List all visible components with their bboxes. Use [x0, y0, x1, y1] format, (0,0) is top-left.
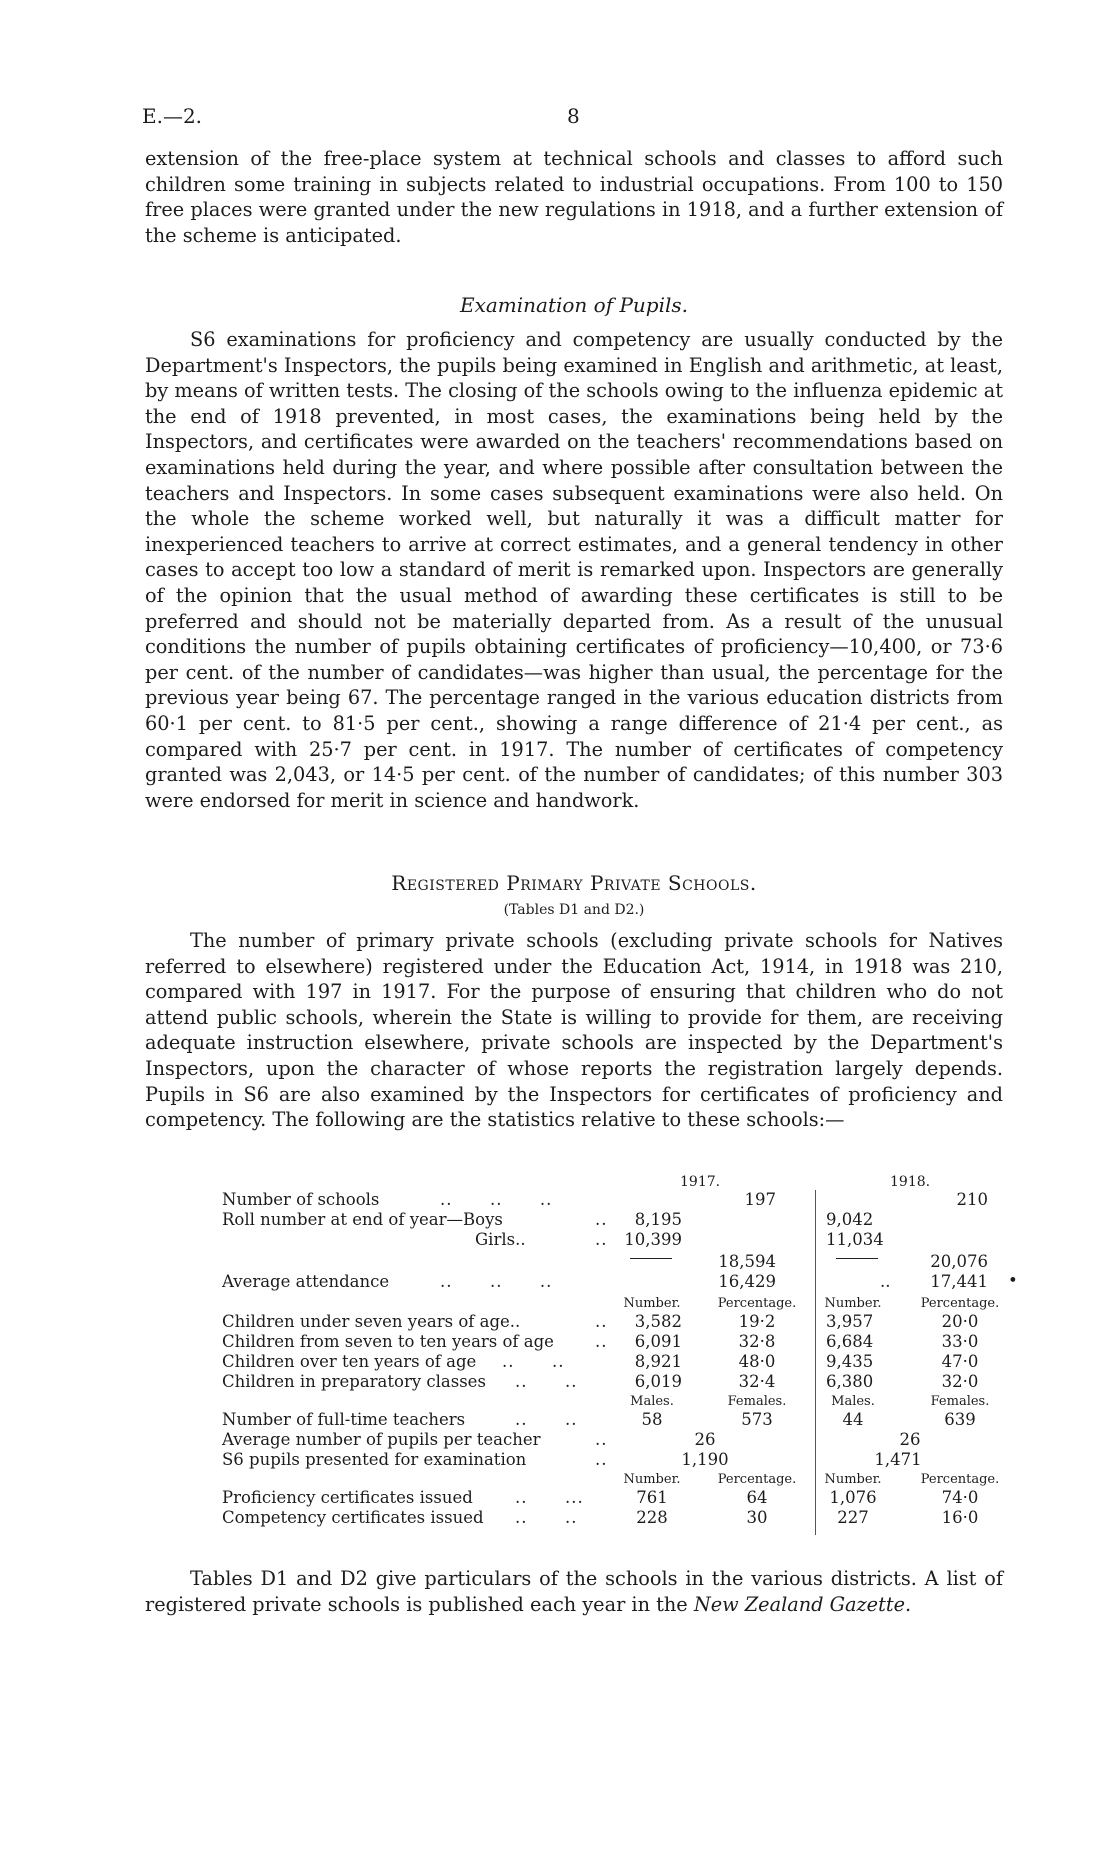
cell-schools-1917: 197 [744, 1190, 776, 1209]
section-subheading-tables: (Tables D1 and D2.) [503, 902, 645, 918]
document-code: E.—2. [142, 104, 203, 128]
row-label-preparatory: Children in preparatory classes [222, 1372, 486, 1391]
cell-seven-to-ten-number-1918: 6,684 [826, 1332, 874, 1351]
leader-dots: .. [880, 1272, 891, 1291]
tables-reference-text: Tables D1 and D2 give particulars of the schools in the various districts. A list of registered private schools is published each year in the [145, 1567, 1003, 1616]
cell-preparatory-number-1917: 6,019 [634, 1372, 682, 1391]
section-heading-private-schools: Registered Primary Private Schools. [391, 871, 757, 895]
row-label-pupils-per-teacher: Average number of pupils per teacher [222, 1430, 541, 1449]
leader-dots: .. [595, 1312, 608, 1331]
subheader-number-1917: Number. [623, 1296, 681, 1311]
cell-roll-total-1918: 20,076 [930, 1252, 988, 1271]
cell-seven-to-ten-percentage-1918: 33·0 [941, 1332, 979, 1351]
leader-dots: .. .. [515, 1508, 578, 1527]
paragraph-examination: S6 examinations for proficiency and competency are usually conducted by the Department's Inspectors, the pupils being examined in English and arithmetic, at least, by means of written tests. The closing of the schools owing to the influenza epidemic at the end of 1918 prevented, in most cases, the examinations being held by the Inspectors, and certificates were awarded on the teachers' recommendations based on examinations held during the year, and where possible after consultation between the teachers and Inspectors. In some cases subsequent examinations were also held. On the whole the scheme worked well, but naturally it was a difficult matter for inexperienced teachers to arrive at correct estimates, and a general tendency in other cases to accept too low a standard of merit is remarked upon. Inspectors are generally of the opinion that the usual method of awarding these certificates is still to be preferred and should not be materially departed from. As a result of the unusual conditions the number of pupils obtaining certificates of proficiency—10,400, or 73·6 per cent. of the number of candidates—was higher than usual, the percentage for the previous year being 67. The percentage ranged in the various education districts from 60·1 per cent. to 81·5 per cent., showing a range difference of 21·4 per cent., as compared with 25·7 per cent. in 1917. The number of certificates of competency granted was 2,043, or 14·5 per cent. of the number of candidates; of this number 303 were endorsed for merit in science and handwork. [145, 328, 1003, 812]
column-divider [815, 1190, 816, 1535]
cell-s6-presented-1917: 1,190 [681, 1450, 729, 1469]
leader-dots: .. .. .. [440, 1272, 553, 1291]
cell-proficiency-percentage-1917: 64 [746, 1488, 768, 1507]
section-heading-examination: Examination of Pupils. [459, 293, 689, 317]
cell-competency-number-1918: 227 [837, 1508, 869, 1527]
cell-proficiency-percentage-1918: 74·0 [941, 1488, 979, 1507]
cell-pupils-per-teacher-1917: 26 [694, 1430, 716, 1449]
leader-dots: .. .. [502, 1352, 565, 1371]
leader-dots: .. ... [515, 1488, 584, 1507]
row-label-proficiency: Proficiency certificates issued [222, 1488, 473, 1507]
cell-competency-percentage-1918: 16·0 [941, 1508, 979, 1527]
subheader-number-1917: Number. [623, 1472, 681, 1487]
cell-over-ten-number-1918: 9,435 [826, 1352, 874, 1371]
leader-dots: .. [595, 1230, 608, 1249]
row-label-schools: Number of schools [222, 1190, 380, 1209]
cell-proficiency-number-1917: 761 [636, 1488, 668, 1507]
cell-roll-boys-1918: 9,042 [826, 1210, 874, 1229]
leader-dots: .. [595, 1210, 608, 1229]
leader-dots: .. [595, 1450, 608, 1469]
cell-teachers-males-1917: 58 [641, 1410, 663, 1429]
paragraph-private-schools: The number of primary private schools (excluding private schools for Natives referred to elsewhere) registered under the Education Act, 1914, in 1918 was 210, compared with 197 in 1917. For the purpose of ensuring that children who do not attend public schools, wherein the State is willing to provide for them, are receiving adequate instruction elsewhere, private schools are inspected by the Department's Inspectors, upon the character of whose reports the registration largely depends. Pupils in S6 are also examined by the Inspectors for certificates of proficiency and competency. The following are the statistics relative to these schools:— [145, 929, 1003, 1132]
cell-teachers-females-1918: 639 [944, 1410, 976, 1429]
cell-roll-girls-1917: 10,399 [624, 1230, 682, 1249]
row-label-teachers: Number of full-time teachers [222, 1410, 466, 1429]
row-label-under-seven: Children under seven years of age.. [222, 1312, 521, 1331]
cell-teachers-females-1917: 573 [741, 1410, 773, 1429]
leader-dots: .. [595, 1430, 608, 1449]
subheader-percentage-1918: Percentage. [920, 1472, 1000, 1487]
year-header-1917: 1917. [680, 1174, 721, 1190]
subheader-number-1918: Number. [824, 1472, 882, 1487]
row-label-competency: Competency certificates issued [222, 1508, 484, 1527]
leader-dots: .. .. [515, 1410, 578, 1429]
subheader-females-1917: Females. [727, 1394, 787, 1409]
subheader-females-1918: Females. [930, 1394, 990, 1409]
cell-seven-to-ten-number-1917: 6,091 [634, 1332, 682, 1351]
cell-competency-number-1917: 228 [636, 1508, 668, 1527]
cell-s6-presented-1918: 1,471 [874, 1450, 922, 1469]
cell-pupils-per-teacher-1918: 26 [899, 1430, 921, 1449]
cell-competency-percentage-1917: 30 [746, 1508, 768, 1527]
cell-under-seven-percentage-1917: 19·2 [738, 1312, 776, 1331]
page-number: 8 [567, 104, 580, 128]
gazette-title: New Zealand Gazette. [693, 1592, 912, 1616]
cell-under-seven-number-1918: 3,957 [826, 1312, 874, 1331]
cell-roll-girls-1918: 11,034 [826, 1230, 884, 1249]
leader-dots: .. .. [515, 1372, 578, 1391]
row-label-roll-boys: Roll number at end of year—Boys [222, 1210, 503, 1229]
cell-attendance-1918: 17,441 [930, 1272, 988, 1291]
cell-schools-1918: 210 [956, 1190, 988, 1209]
subheader-males-1918: Males. [831, 1394, 875, 1409]
cell-roll-boys-1917: 8,195 [634, 1210, 682, 1229]
cell-preparatory-percentage-1918: 32·0 [941, 1372, 979, 1391]
leader-dots: .. [595, 1332, 608, 1351]
subheader-percentage-1917: Percentage. [717, 1472, 797, 1487]
cell-under-seven-percentage-1918: 20·0 [941, 1312, 979, 1331]
cell-over-ten-number-1917: 8,921 [634, 1352, 682, 1371]
row-label-attendance: Average attendance [222, 1272, 390, 1291]
cell-over-ten-percentage-1918: 47·0 [941, 1352, 979, 1371]
row-label-s6-presented: S6 pupils presented for examination [222, 1450, 527, 1469]
paragraph-tables-reference [145, 1566, 1003, 1617]
cell-seven-to-ten-percentage-1917: 32·8 [738, 1332, 776, 1351]
cell-preparatory-percentage-1917: 32·4 [738, 1372, 776, 1391]
row-label-roll-girls: Girls.. [475, 1230, 526, 1249]
cell-under-seven-number-1917: 3,582 [634, 1312, 682, 1331]
cell-roll-total-1917: 18,594 [718, 1252, 776, 1271]
subheader-percentage-1917: Percentage. [717, 1296, 797, 1311]
subheader-percentage-1918: Percentage. [920, 1296, 1000, 1311]
cell-teachers-males-1918: 44 [842, 1410, 864, 1429]
year-header-1918: 1918. [890, 1174, 931, 1190]
separator-dash [836, 1258, 878, 1259]
leader-dots: .. .. .. [440, 1190, 553, 1209]
cell-proficiency-number-1918: 1,076 [829, 1488, 877, 1507]
cell-attendance-1917: 16,429 [718, 1272, 776, 1291]
row-label-over-ten: Children over ten years of age [222, 1352, 477, 1371]
row-label-seven-to-ten: Children from seven to ten years of age [222, 1332, 554, 1351]
subheader-number-1918: Number. [824, 1296, 882, 1311]
cell-over-ten-percentage-1917: 48·0 [738, 1352, 776, 1371]
cell-preparatory-number-1918: 6,380 [826, 1372, 874, 1391]
paragraph-free-places: extension of the free-place system at technical schools and classes to afford such children some training in subjects related to industrial occupations. From 100 to 150 free places were granted under the new regulations in 1918, and a further extension of the scheme is anticipated. [145, 147, 1003, 247]
margin-mark: • [1008, 1271, 1018, 1290]
subheader-males-1917: Males. [630, 1394, 674, 1409]
separator-dash [630, 1258, 672, 1259]
